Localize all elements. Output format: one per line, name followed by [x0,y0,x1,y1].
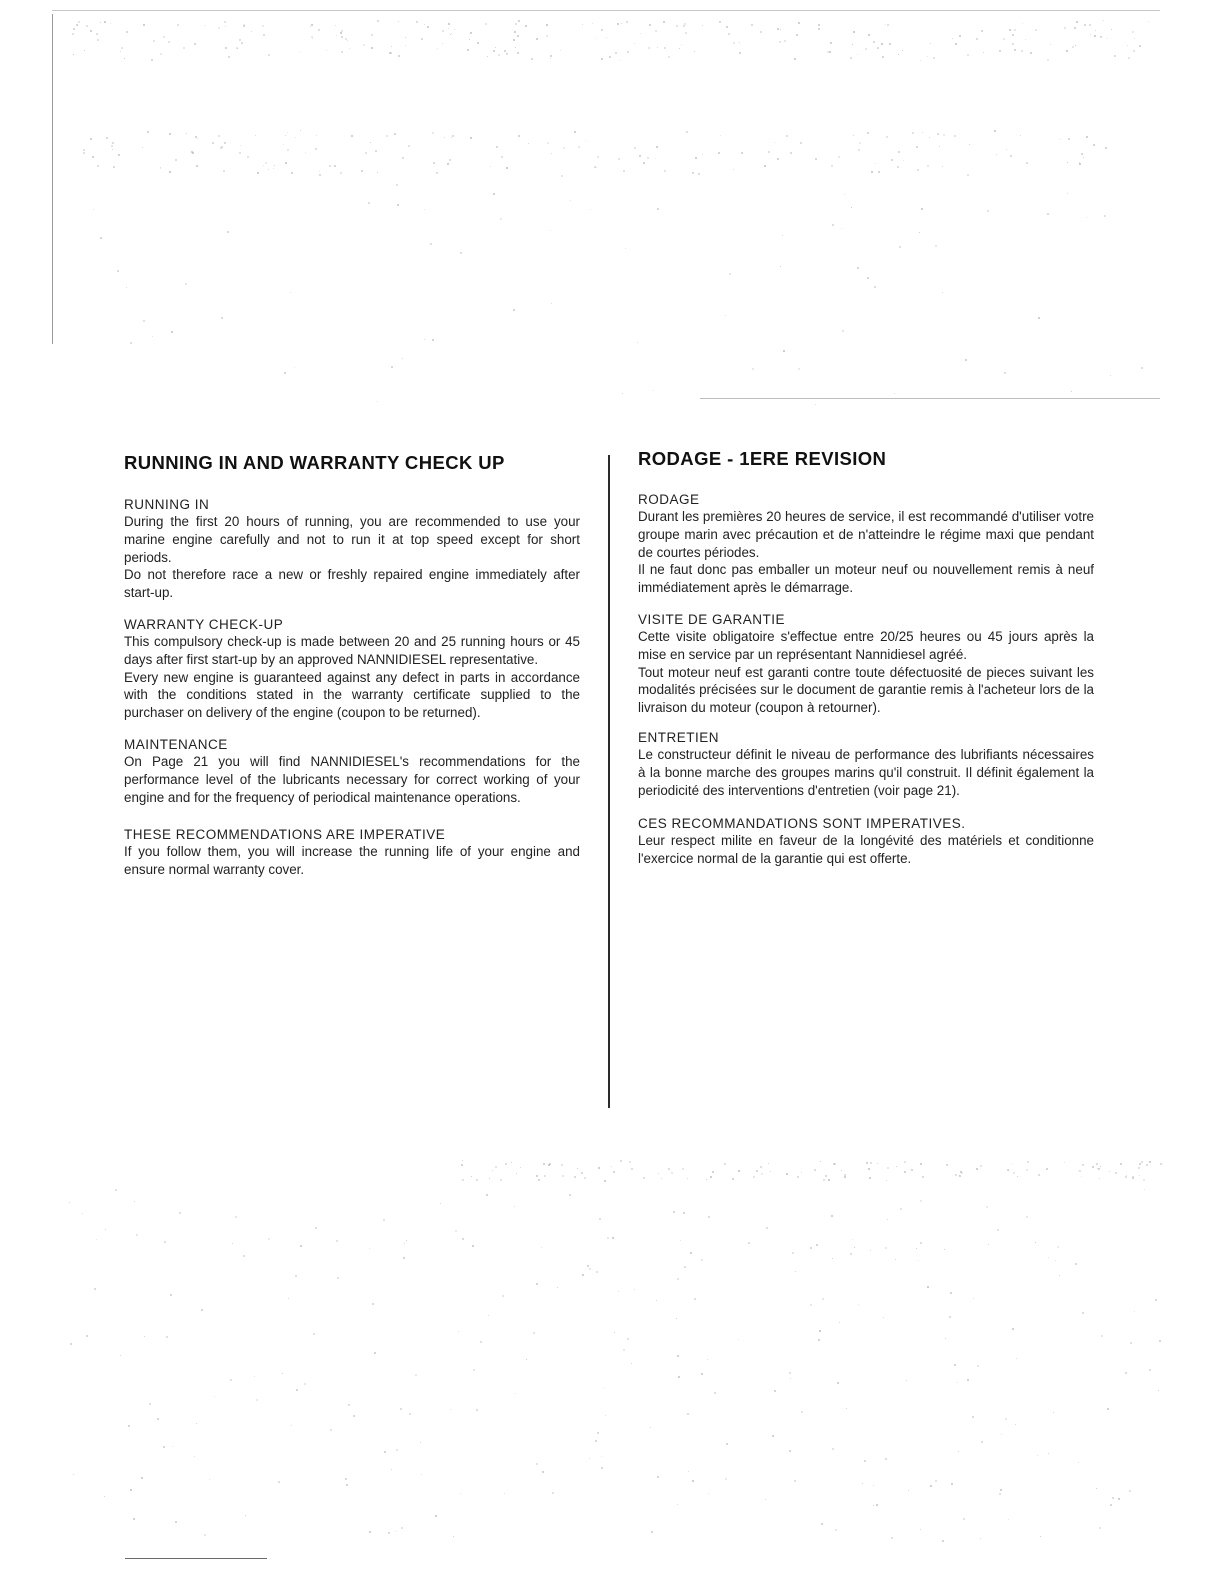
section-title: THESE RECOMMENDATIONS ARE IMPERATIVE [124,827,446,843]
french-column [638,448,1094,868]
paragraph: This compulsory check-up is made between 20 and 25 running hours or 45 days after first start-up by an approved NANNIDIESEL representative. [124,633,580,667]
section-maintenance [124,736,580,806]
section-title: RUNNING IN [124,497,210,512]
english-heading: RUNNING IN AND WARRANTY CHECK UP [124,452,505,473]
paragraph: Tout moteur neuf est garanti contre toute défectuosité de pieces suivant les modalités précisées sur le document de garantie remis à l'acheteur lors de la livraison du moteur (coupon à retourner). [638,664,1094,716]
paragraph: During the first 20 hours of running, you are recommended to use your marine engine carefully and not to run it at top speed except for short periods. [124,514,580,565]
paragraph: Le constructeur définit le niveau de performance des lubrifiants nécessaires à la bonne marche des groupes marins qu'il construit. Il définit également la periodicité des interventions d'entretien (voir page 21). [638,746,1094,798]
section-title: CES RECOMMANDATIONS SONT IMPERATIVES. [638,816,966,832]
section-title: WARRANTY CHECK-UP [124,616,284,632]
section-entretien [638,729,1094,799]
section-recommandations [638,815,1094,868]
paragraph: Every new engine is guaranteed against any defect in parts in accordance with the conditions stated in the warranty certificate supplied to the purchaser on delivery of the engine (coupon to be returned). [124,669,580,721]
scan-left-edge [52,14,53,344]
english-column [124,452,580,879]
section-title: MAINTENANCE [124,736,228,752]
section-title: ENTRETIEN [638,729,720,745]
paragraph: On Page 21 you will find NANNIDIESEL's recommendations for the performance level of the lubricants necessary for correct working of your engine and for the frequency of periodical maintenance operations. [124,753,580,805]
section-title: VISITE DE GARANTIE [638,611,786,627]
column-divider [608,455,610,1108]
paragraph: If you follow them, you will increase the running life of your engine and ensure normal warranty cover. [124,844,580,878]
section-warranty-check-up [124,616,580,722]
paragraph: Il ne faut donc pas emballer un moteur neuf ou nouvellement remis à neuf immédiatement après le démarrage. [638,562,1094,596]
scan-mid-rule [700,398,1160,399]
section-recommendations [124,826,580,879]
section-visite-de-garantie [638,611,1094,717]
scan-top-rule [52,10,1160,11]
french-heading: RODAGE - 1ERE REVISION [638,448,887,469]
paragraph: Leur respect milite en faveur de la longévité des matériels et conditionne l'exercice normal de la garantie qui est offerte. [638,833,1094,867]
scan-bottom-rule [125,1558,267,1559]
section-running-in [124,496,580,602]
section-rodage [638,491,1094,597]
paragraph: Cette visite obligatoire s'effectue entre 20/25 heures ou 45 jours après la mise en service par un représentant Nannidiesel agréé. [638,628,1094,662]
paragraph: Do not therefore race a new or freshly repaired engine immediately after start-up. [124,567,580,601]
section-title: RODAGE [638,492,700,507]
paragraph: Durant les premières 20 heures de service, il est recommandé d'utiliser votre groupe marin avec précaution et de n'atteindre le régime maxi que pendant de courtes périodes. [638,509,1094,560]
